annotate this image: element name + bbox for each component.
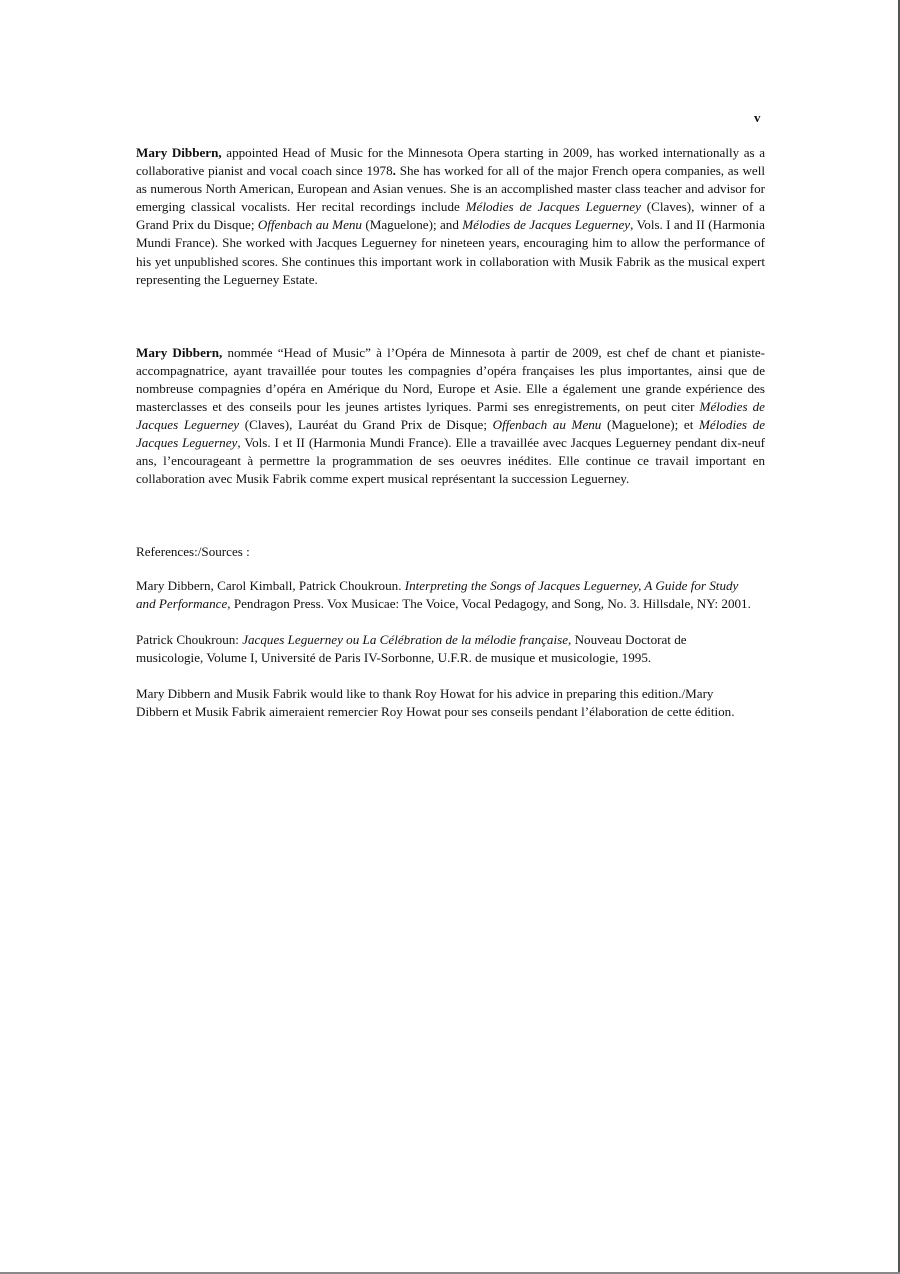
reference-2 — [136, 631, 765, 667]
page-content — [136, 144, 765, 739]
bio-en-recording-title-2: Offenbach au Menu — [257, 217, 362, 233]
bio-en-text-3: (Claves), winner of a Grand Prix du Disque; — [136, 199, 765, 233]
bio-en-recording-title-1: Mélodies de Jacques Leguerney — [465, 199, 641, 215]
reference-1-details: , Pendragon Press. Vox Musicae: The Voice, Vocal Pedagogy, and Song, No. 3. Hillsdale, NY: 2001. — [227, 595, 751, 611]
reference-1-title: Interpreting the Songs of Jacques Leguerney, A Guide for Study and Performance — [136, 577, 739, 611]
bio-fr-text-3: (Maguelone); et — [601, 417, 700, 433]
bio-en-bold-period: . — [392, 163, 396, 179]
bio-en-text-2: She has worked for all of the major French opera companies, as well as numerous North American, European and Asian venues. She is an accomplished master class teacher and advisor for emerging classical vocalists. Her recital recordings include — [136, 163, 766, 215]
reference-2-authors: Patrick Choukroun: — [136, 631, 243, 647]
bio-en-text-4: (Maguelone); and — [361, 217, 463, 233]
bio-fr-recording-title-2: Offenbach au Menu — [492, 417, 602, 433]
bio-fr-recording-title-3: Mélodies de Jacques Leguerney — [136, 417, 766, 451]
references-heading: References:/Sources : — [136, 543, 250, 559]
bio-en-text-5: , Vols. I and II (Harmonia Mundi France). She worked with Jacques Leguerney for nineteen years, encouraging him to allow the performance of his yet unpublished scores. She continues this important work in collaboration with Musik Fabrik as the musical expert representing the Leguerney Estate. — [136, 217, 765, 287]
reference-1 — [136, 577, 765, 613]
bio-en-name: Mary Dibbern, — [136, 145, 222, 160]
biography-english — [136, 144, 765, 289]
bio-fr-text-4: , Vols. I et II (Harmonia Mundi France). Elle a travaillée avec Jacques Leguerney pendant dix-neuf ans, l’encourageant à permettre la programmation de ses oeuvres inédites. Elle continue ce travail important en collaboration avec Musik Fabrik comme expert musical représentant la succession Leguerney. — [136, 435, 765, 487]
bio-fr-text-1: nommée “Head of Music” à l’Opéra de Minnesota à partir de 2009, est chef de chant et pianiste-accompagnatrice, ayant travaillée pour toutes les compagnies d’opéra françaises les plus importantes, ainsi que de nombreuse compagnies d’opéra en Amérique du Nord, Europe et Asie. Elle a également une grande expérience des masterclasses et des conseils pour les jeunes artistes lyriques. Parmi ses enregistrements, on peut citer — [136, 344, 765, 415]
reference-2-title: Jacques Leguerney ou La Célébration de la mélodie française — [242, 631, 569, 647]
reference-2-details: , Nouveau Doctorat de musicologie, Volume I, Université de Paris IV-Sorbonne, U.F.R. de musique et musicologie, 1995. — [136, 631, 687, 665]
bio-en-text-1: appointed Head of Music for the Minnesota Opera starting in 2009, has worked internationally as a collaborative pianist and vocal coach since 1978 — [136, 145, 766, 179]
bio-fr-name: Mary Dibbern, — [136, 344, 223, 360]
page-number: v — [754, 110, 761, 125]
bio-fr-recording-title-1: Mélodies de Jacques Leguerney — [136, 399, 765, 433]
bio-en-recording-title-3: Mélodies de Jacques Leguerney — [462, 217, 631, 233]
reference-1-authors: Mary Dibbern, Carol Kimball, Patrick Choukroun. — [136, 577, 405, 593]
acknowledgement: Mary Dibbern and Musik Fabrik would like to thank Roy Howat for his advice in preparing this edition./Mary Dibbern et Musik Fabrik aimeraient remercier Roy Howat pour ses conseils pendant l’élaboration de cette édition. — [136, 685, 735, 720]
bio-fr-text-2: (Claves), Lauréat du Grand Prix de Disque; — [239, 417, 493, 433]
biography-french — [136, 344, 765, 489]
